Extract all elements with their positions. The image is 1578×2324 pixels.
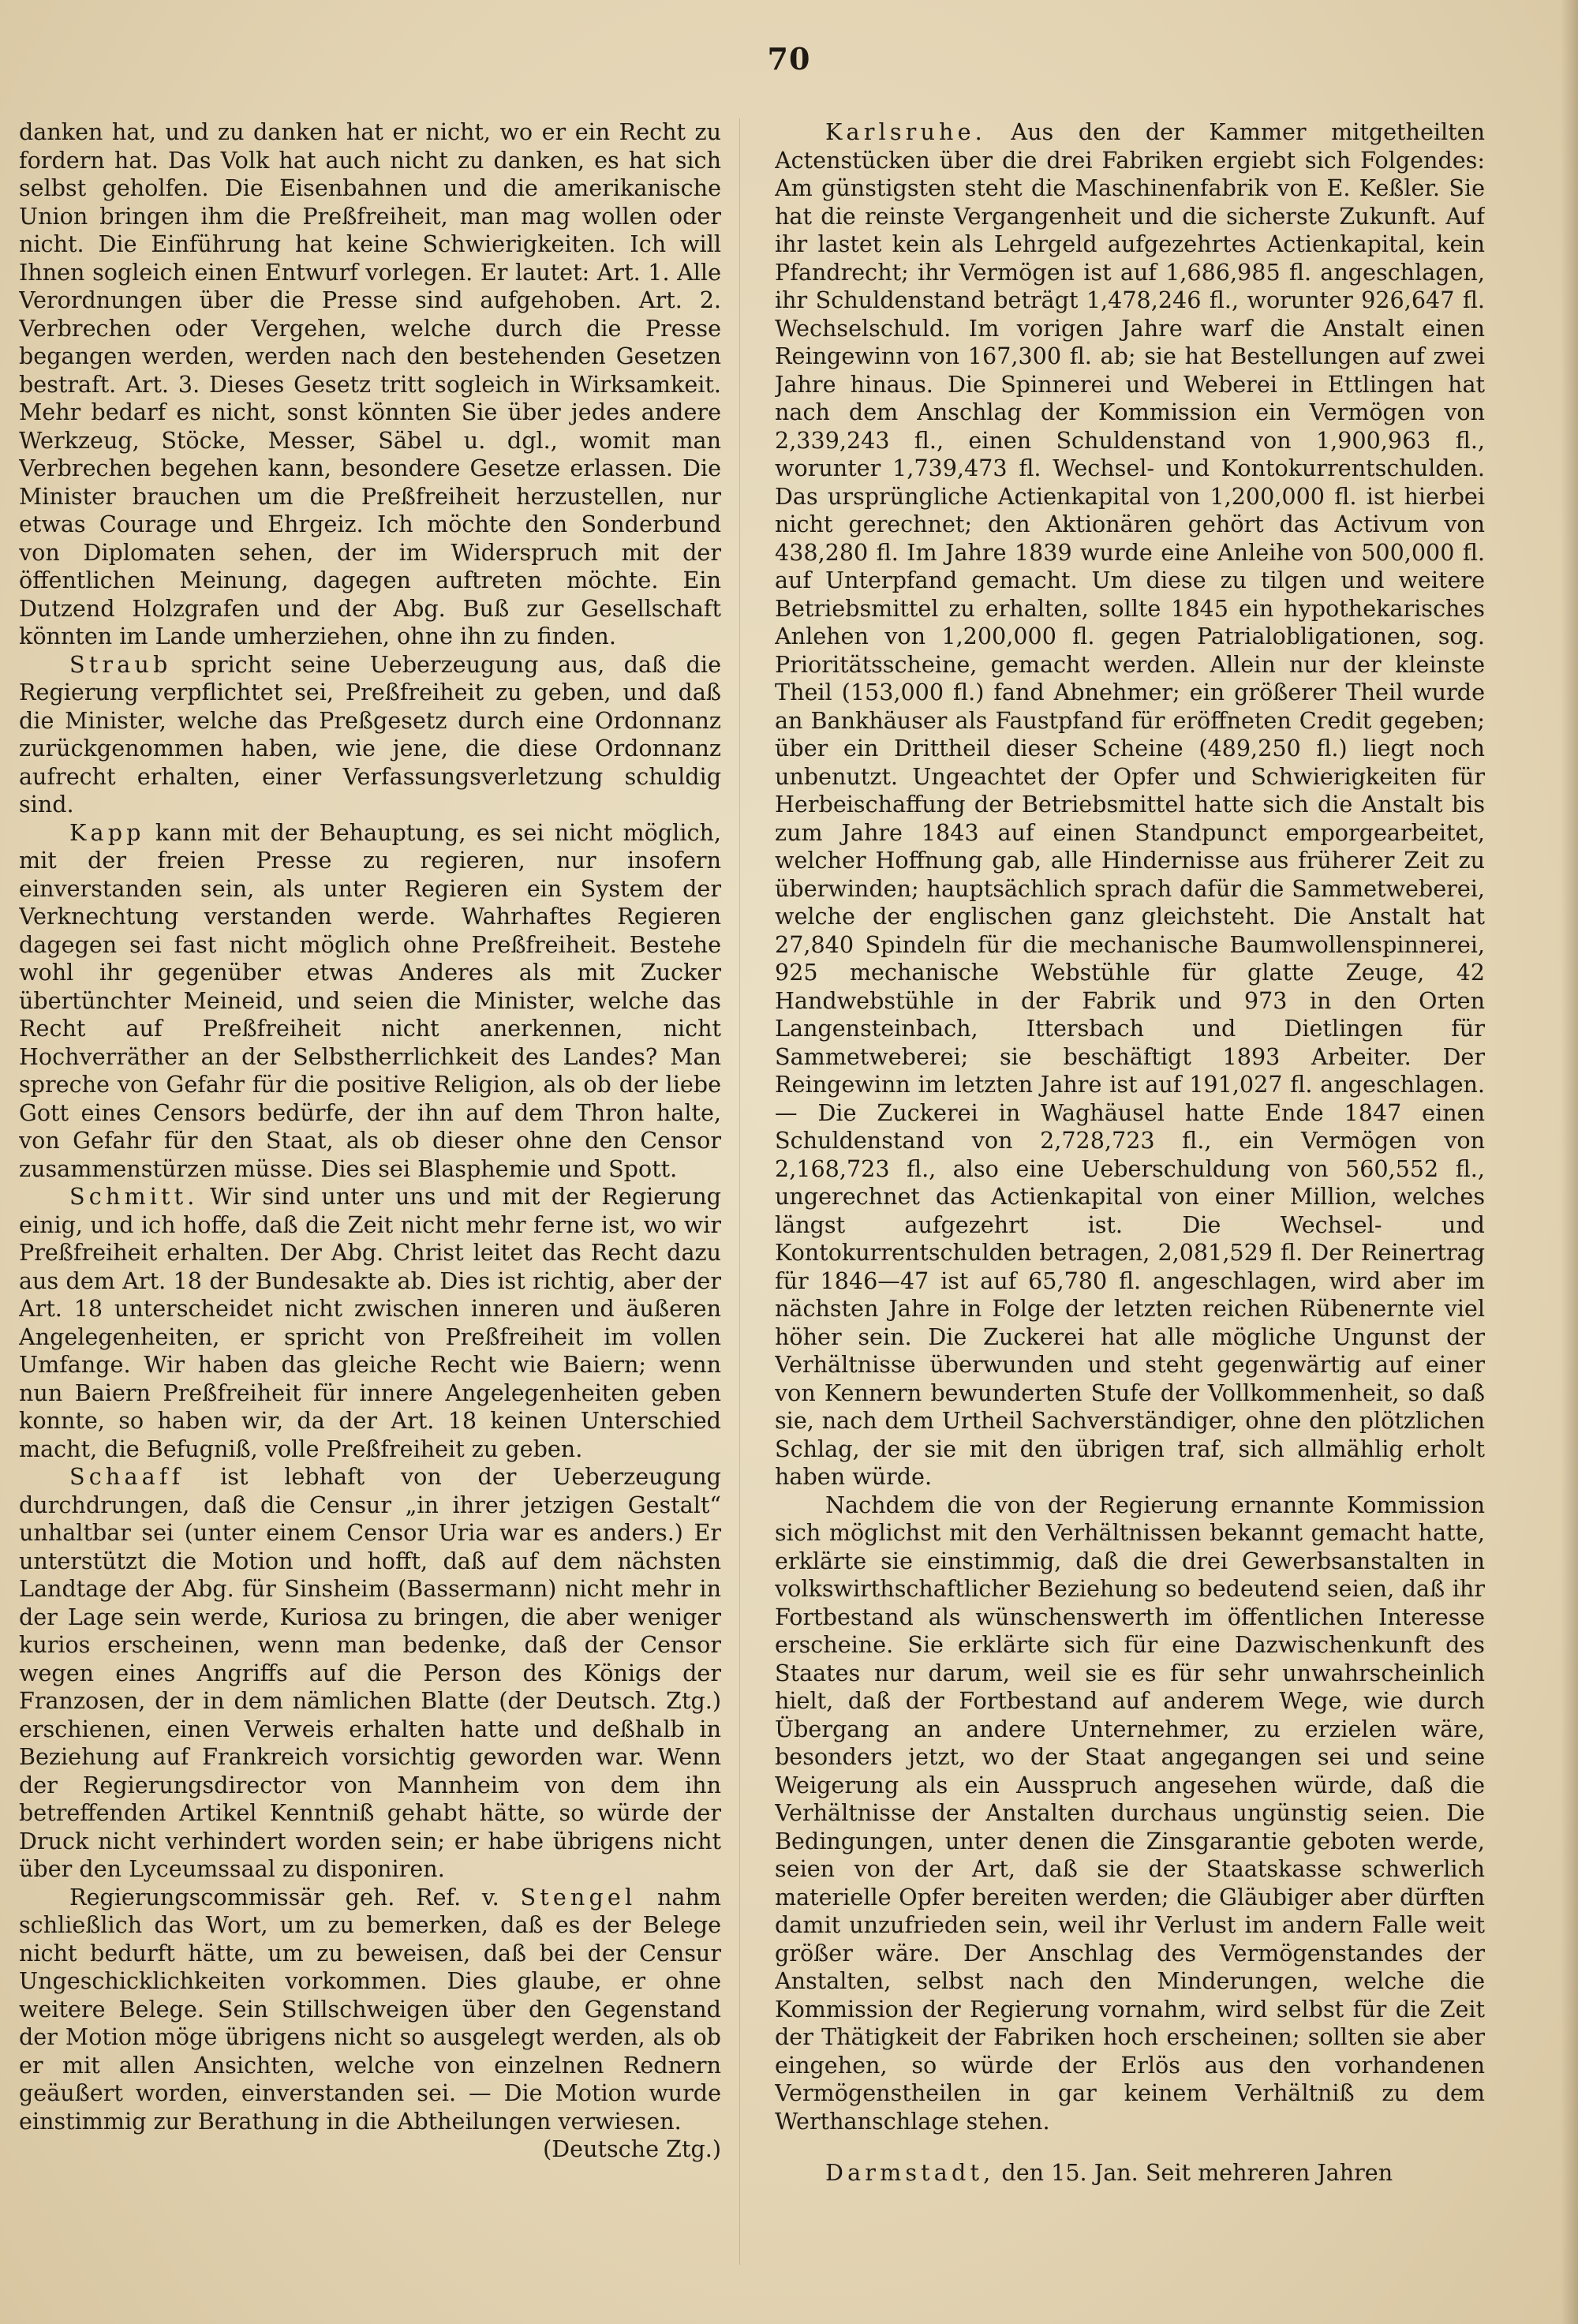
speaker-name: Schmitt. (69, 1183, 199, 1210)
paragraph-text: nahm schließlich das Wort, um zu bemerken, daß es der Belege nicht bedurft hätte, um zu beweisen, daß bei der Censur Ungeschicklichkeiten vorkommen. Dies glaube, er ohne weitere Belege. Sein Stillschweigen über den Gegenstand der Motion möge übrigens nicht so ausgelegt werden, als ob er mit allen Ansichten, welche von einzelnen Rednern geäußert worden, einverstanden sei. — Die Motion wurde einstimmig zur Berathung in die Abtheilungen verwiesen. (19, 1883, 721, 2135)
speaker-name: Kapp (69, 818, 145, 846)
paragraph-text: Aus den der Kammer mitgetheilten Actenstücken über die drei Fabriken ergiebt sich Folgendes: Am günstigsten steht die Maschinenfabrik von E. Keßler. Sie hat die reinste Vergangenheit und die sicherste Zukunft. Auf ihr lastet kein als Lehrgeld aufgezehrtes Actienkapital, kein Pfandrecht; ihr Vermögen ist auf 1,686,985 fl. angeschlagen, ihr Schuldenstand beträgt 1,478,246 fl., worunter 926,647 fl. Wechselschuld. Im vorigen Jahre warf die Anstalt einen Reingewinn von 167,300 fl. ab; sie hat Bestellungen auf zwei Jahre hinaus. Die Spinnerei und Weberei in Ettlingen hat nach dem Anschlag der Kommission ein Vermögen von 2,339,243 fl., einen Schuldenstand von 1,900,963 fl., worunter 1,739,473 fl. Wechsel- und Kontokurrentschulden. Das ursprüngliche Actienkapital von 1,200,000 fl. ist hierbei nicht gerechnet; den Aktionären gehört das Activum von 438,280 fl. Im Jahre 1839 wurde eine Anleihe von 500,000 fl. auf Unterpfand gemacht. Um diese zu tilgen und weitere Betriebsmittel zu erhalten, sollte 1845 ein hypothekarisches Anlehen von 1,200,000 fl. gegen Patrialobligationen, sog. Prioritätsscheine, gemacht werden. Allein nur der kleinste Theil (153,000 fl.) fand Abnehmer; ein größerer Theil wurde an Bankhäuser als Faustpfand für eröffneten Credit gegeben; über ein Drittheil dieser Scheine (489,250 fl.) liegt noch unbenutzt. Ungeachtet der Opfer und Schwierigkeiten für Herbeischaffung der Betriebsmittel hatte sich die Anstalt bis zum Jahre 1843 auf einen Standpunct emporgearbeitet, welcher Hoffnung gab, alle Hindernisse aus früherer Zeit zu überwinden; hauptsächlich sprach dafür die Sammetweberei, welche der englischen ganz gleichsteht. Die Anstalt hat 27,840 Spindeln für die mechanische Baumwollenspinnerei, 925 mechanische Webstühle für glatte Zeuge, 42 Handwebstühle in der Fabrik und 973 in den Orten Langensteinbach, Ittersbach und Dietlingen für Sammetweberei; sie beschäftigt 1893 Arbeiter. Der Reingewinn im letzten Jahre ist auf 191,027 fl. angeschlagen. — Die Zuckerei in Waghäusel hatte Ende 1847 einen Schuldenstand von 2,728,723 fl., ein Vermögen von 2,168,723 fl., also eine Ueberschuldung von 560,552 fl., ungerechnet das Actienkapital von einer Million, welches längst aufgezehrt ist. Die Wechsel- und Kontokurrentschulden betragen, 2,081,529 fl. Der Reinertrag für 1846—47 ist auf 65,780 fl. angeschlagen, wird aber im nächsten Jahre in Folge der letzten reichen Rübenernte viel höher sein. Die Zuckerei hat alle mögliche Ungunst der Verhältnisse überwunden und steht gegenwärtig auf einer von Kennern bewunderten Stufe der Vollkommenheit, so daß sie, nach dem Urtheil Sachverständiger, ohne den plötzlichen Schlag, der sie mit den übrigen traf, sich allmählig erholt haben würde. (775, 118, 1485, 1490)
paragraph-text: Wir sind unter uns und mit der Regierung einig, und ich hoffe, daß die Zeit nicht mehr ferne ist, wo wir Preßfreiheit erhalten. Der Abg. Christ leitet das Recht dazu aus dem Art. 18 der Bundesakte ab. Dies ist richtig, aber der Art. 18 unterscheidet nicht zwischen inneren und äußeren Angelegenheiten, er spricht von Preßfreiheit im vollen Umfange. Wir haben das gleiche Recht wie Baiern; wenn nun Baiern Preßfreiheit für innere Angelegenheiten geben konnte, so haben wir, da der Art. 18 keinen Unterschied macht, die Befugniß, volle Preßfreiheit zu geben. (19, 1183, 721, 1462)
paragraph-kapp (19, 819, 721, 1184)
paragraph-straub (19, 651, 721, 819)
paragraph-stengel (19, 1883, 721, 2162)
source-citation: (Deutsche Ztg.) (543, 2135, 721, 2162)
paragraph-freedom-of-press-end (19, 118, 721, 651)
right-column (775, 118, 1485, 2281)
column-divider (739, 118, 740, 2265)
speaker-name: Straub (69, 650, 172, 678)
left-column (19, 118, 721, 2281)
paragraph-text: danken hat, und zu danken hat er nicht, wo er ein Recht zu fordern hat. Das Volk hat auch nicht zu danken, es hat sich selbst geholfen. Die Eisenbahnen und die amerikanische Union bringen ihm die Preßfreiheit, man mag wollen oder nicht. Die Einführung hat keine Schwierigkeiten. Ich will Ihnen sogleich einen Entwurf vorlegen. Er lautet: Art. 1. Alle Verordnungen über die Presse sind aufgehoben. Art. 2. Verbrechen oder Vergehen, welche durch die Presse begangen werden, werden nach den bestehenden Gesetzen bestraft. Art. 3. Dieses Gesetz tritt sogleich in Wirksamkeit. Mehr bedarf es nicht, sonst könnten Sie über jedes andere Werkzeug, Stöcke, Messer, Säbel u. dgl., womit man Verbrechen begehen kann, besondere Gesetze erlassen. Die Minister brauchen um die Preßfreiheit herzustellen, nur etwas Courage und Ehrgeiz. Ich möchte den Sonderbund von Diplomaten sehen, der im Widerspruch mit der öffentlichen Meinung, dagegen auftreten möchte. Ein Dutzend Holzgrafen und der Abg. Buß zur Gesellschaft könnten im Lande umherziehen, ohne ihn zu finden. (19, 118, 721, 649)
dateline-place: Karlsruhe. (825, 118, 986, 145)
speaker-name: Stengel (520, 1883, 637, 1910)
paragraph-darmstadt (775, 2159, 1485, 2187)
page-number: 70 (767, 41, 811, 77)
page-edge-shadow (1561, 0, 1578, 2324)
paragraph-text: Nachdem die von der Regierung ernannte Kommission sich möglichst mit den Verhältnissen bekannt gemacht hatte, erklärte sie einstimmig, daß die drei Gewerbsanstalten in volkswirthschaftlicher Beziehung so bedeutend seien, daß ihr Fortbestand als wünschenswerth im öffentlichen Interesse erscheine. Sie erklärte sich für eine Dazwischenkunft des Staates nur darum, weil sie es für sehr unwahrscheinlich hielt, daß der Fortbestand auf anderem Wege, wie durch Übergang an andere Unternehmer, zu erzielen wäre, besonders jetzt, wo der Staat angegangen sei und seine Weigerung als ein Ausspruch angesehen würde, daß die Verhältnisse der Anstalten durchaus ungünstig seien. Die Bedingungen, unter denen die Zinsgarantie geboten werde, seien von der Art, daß sie der Staatskasse schwerlich materielle Opfer bereiten werden; die Gläubiger aber dürften damit unzufrieden sein, weil ihr Verlust im andern Falle weit größer wäre. Der Anschlag des Vermögenstandes der Anstalten, selbst nach den Minderungen, welche die Kommission der Regierung vornahm, wird selbst für die Zeit der Thätigkeit der Fabriken hoch erscheinen; sollten sie aber eingehen, so würde der Erlös aus den vorhandenen Vermögenstheilen in gar keinem Verhältniß zu dem Werthanschlage stehen. (775, 1491, 1485, 2135)
paragraph-text: kann mit der Behauptung, es sei nicht möglich, mit der freien Presse zu regieren, nur insofern einverstanden sein, als unter Regieren ein System der Verknechtung verstanden werde. Wahrhaftes Regieren dagegen sei fast nicht möglich ohne Preßfreiheit. Bestehe wohl ihr gegenüber etwas Anderes als mit Zucker übertünchter Meineid, und seien die Minister, welche das Recht auf Preßfreiheit nicht anerkennen, nicht Hochverräther an der Selbstherrlichkeit des Landes? Man spreche von Gefahr für die positive Religion, als ob der liebe Gott eines Censors bedürfe, der ihn auf dem Thron halte, von Gefahr für den Staat, als ob dieser ohne den Censor zusammenstürzen müsse. Dies sei Blasphemie und Spott. (19, 818, 721, 1182)
paragraph-commission (775, 1491, 1485, 2136)
paragraph-karlsruhe (775, 118, 1485, 1491)
dateline-place: Darmstadt, (825, 2159, 995, 2186)
paragraph-text: den 15. Jan. Seit mehreren Jahren (994, 2159, 1393, 2186)
speaker-name: Schaaff (69, 1463, 185, 1490)
paragraph-lead: Regierungscommissär geh. Ref. v. (69, 1883, 521, 1910)
paragraph-text: spricht seine Ueberzeugung aus, daß die Regierung verpflichtet sei, Preßfreiheit zu geben, und daß die Minister, welche das Preßgesetz durch eine Ordonnanz zurückgenommen haben, wie jene, die diese Ordonnanz aufrecht erhalten, einer Verfassungsverletzung schuldig sind. (19, 650, 721, 818)
paragraph-schaaff (19, 1463, 721, 1884)
paragraph-text: ist lebhaft von der Ueberzeugung durchdrungen, daß die Censur „in ihrer jetzigen Gestalt“ unhaltbar sei (unter einem Censor Uria war es anders.) Er unterstützt die Motion und hofft, daß auf dem nächsten Landtage der Abg. für Sinsheim (Bassermann) nicht mehr in der Lage sein werde, Kuriosa zu bringen, die aber weniger kurios erscheinen, wenn man bedenke, daß der Censor wegen eines Angriffs auf die Person des Königs der Franzosen, der in dem nämlichen Blatte (der Deutsch. Ztg.) erschienen, einen Verweis erhalten hatte und deßhalb in Beziehung auf Frankreich vorsichtig geworden war. Wenn der Regierungsdirector von Mannheim von dem ihn betreffenden Artikel Kenntniß gehabt hätte, so würde der Druck nicht verhindert worden sein; er habe übrigens nicht über den Lyceumssaal zu disponiren. (19, 1463, 721, 1882)
paragraph-schmitt (19, 1183, 721, 1463)
